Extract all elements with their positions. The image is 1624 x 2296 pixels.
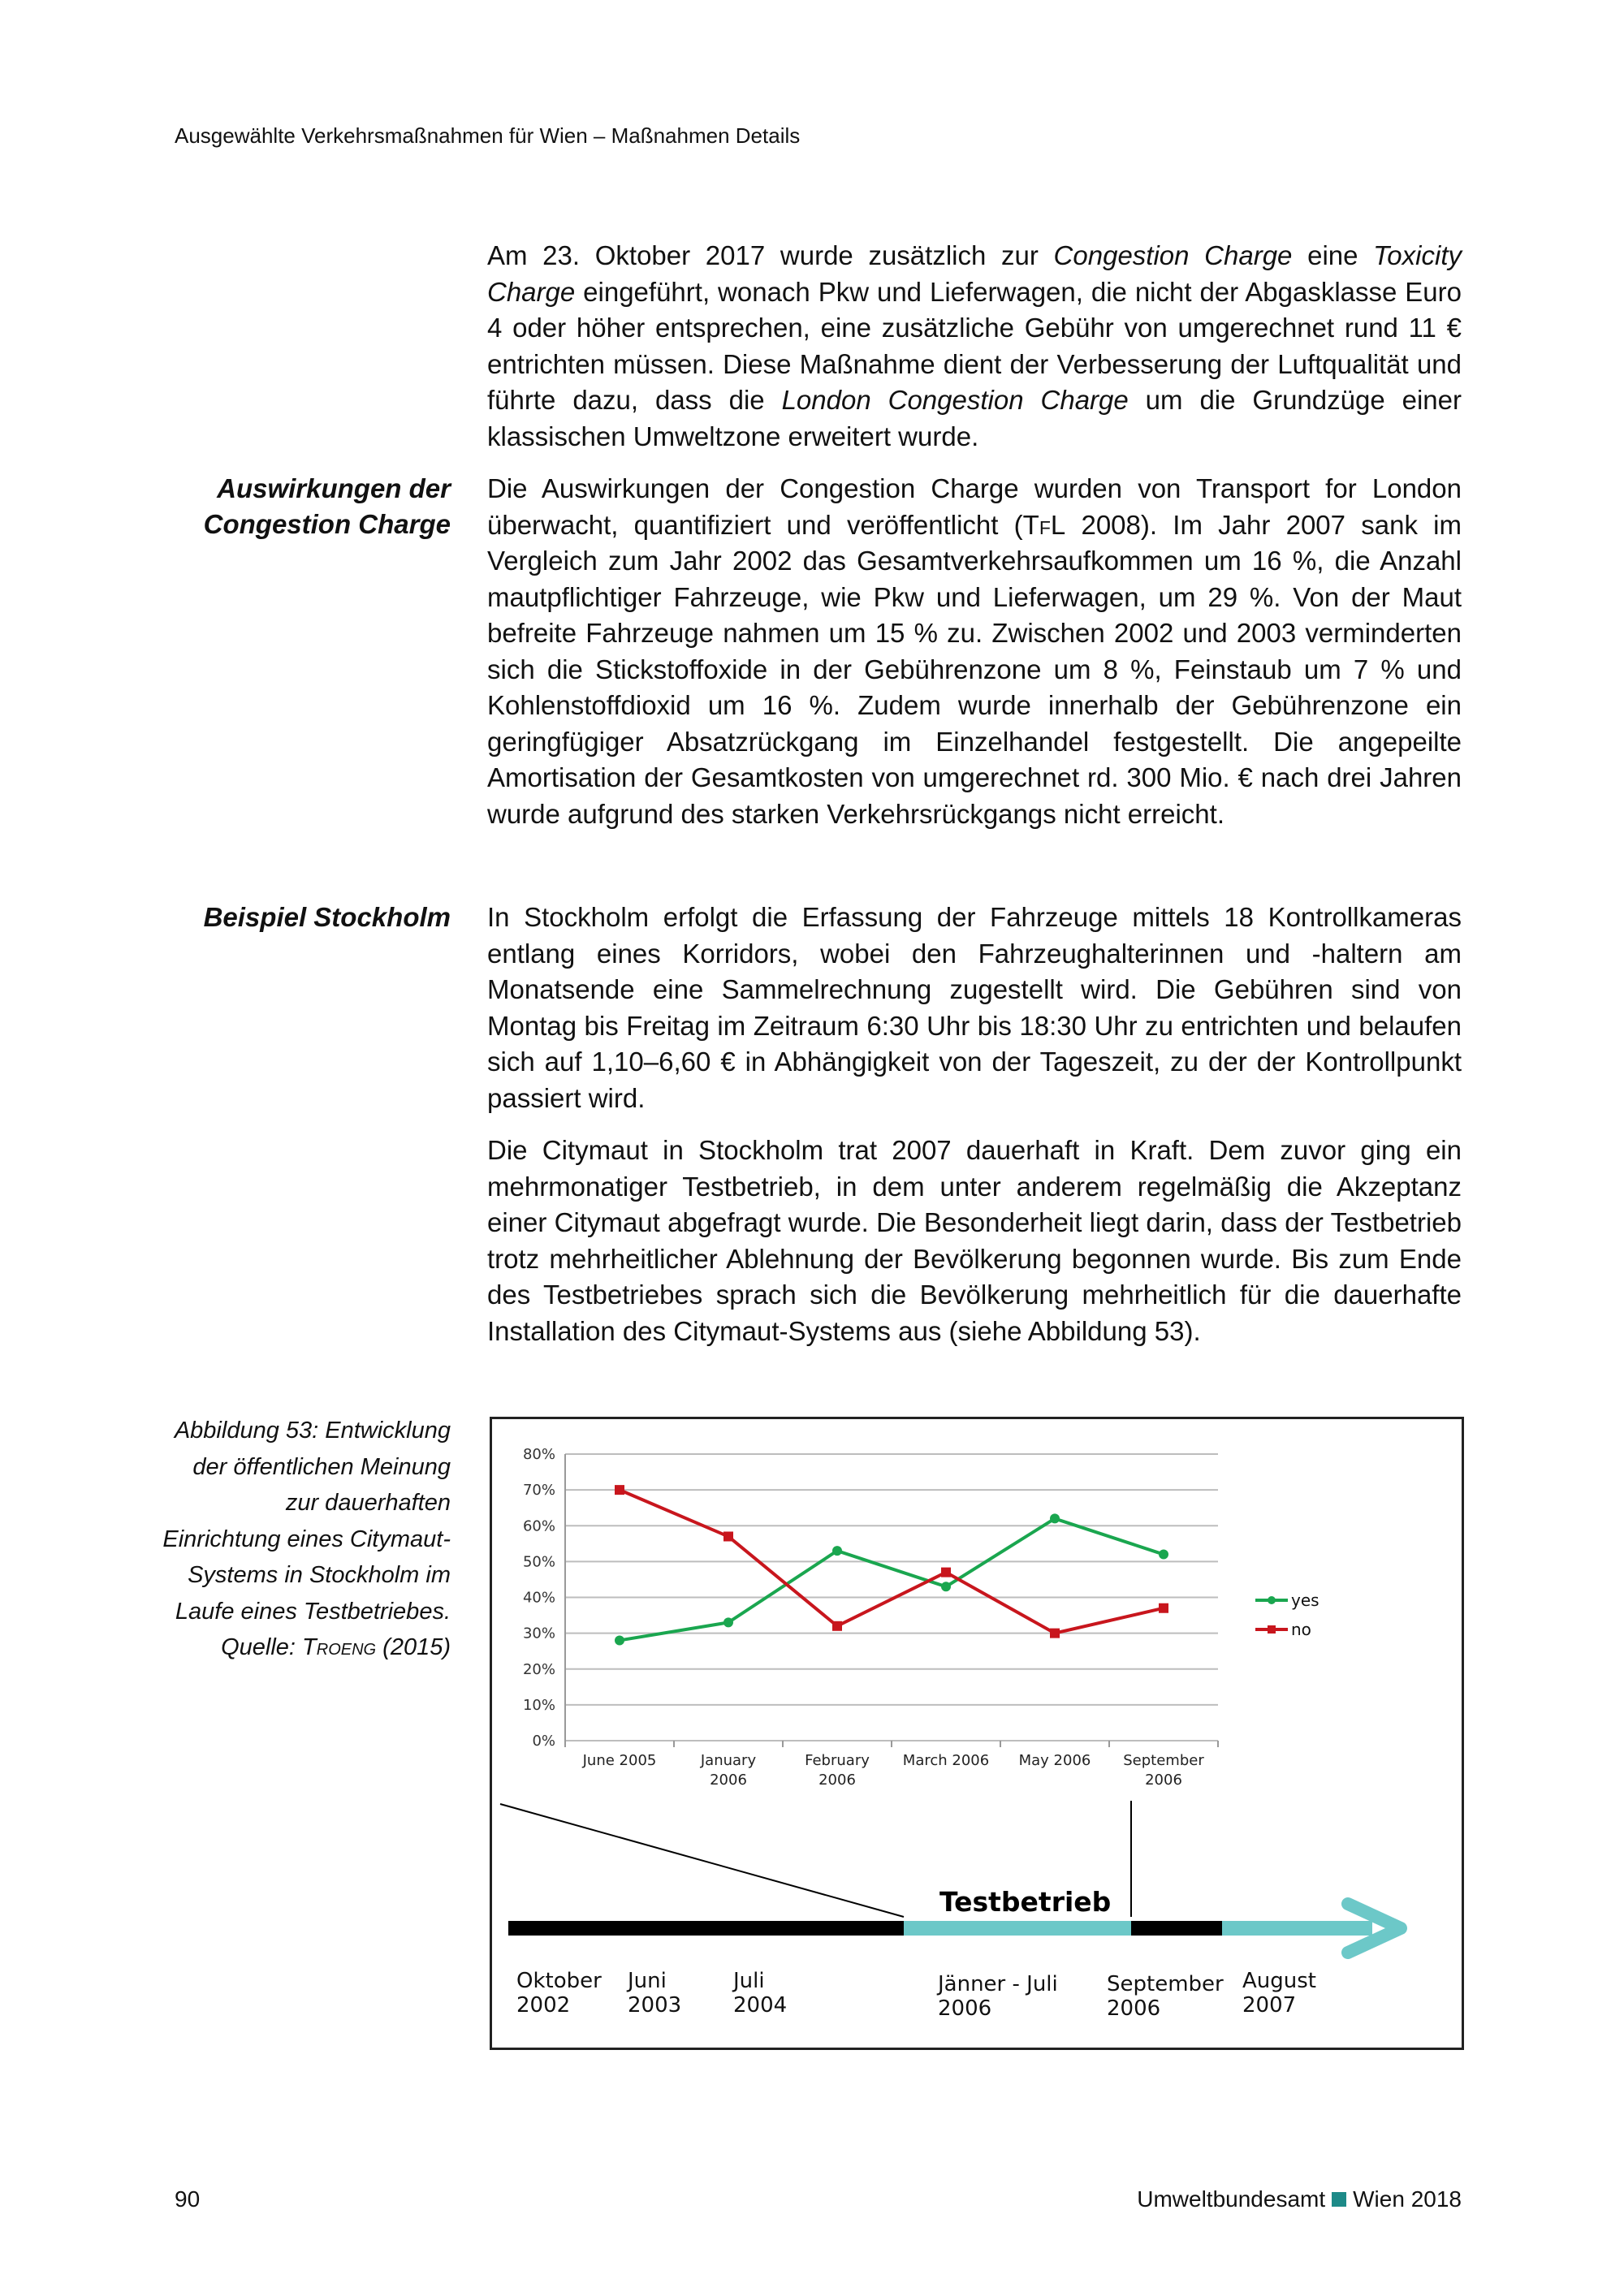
timeline-event-year: 2003 bbox=[628, 1993, 682, 2018]
timeline-event-year: 2004 bbox=[733, 1993, 788, 2018]
side-heading-stockholm: Beispiel Stockholm bbox=[203, 902, 451, 932]
x-tick-label: January bbox=[700, 1752, 757, 1769]
timeline-event-year: 2002 bbox=[516, 1993, 571, 2018]
timeline-event-year: 2006 bbox=[938, 1996, 992, 2021]
x-tick-label: 2006 bbox=[1145, 1772, 1182, 1789]
y-tick-label: 30% bbox=[522, 1625, 555, 1642]
data-point-yes bbox=[941, 1582, 951, 1591]
timeline-segment-testbetrieb bbox=[904, 1921, 1131, 1936]
timeline-event-label: Juni bbox=[628, 1969, 667, 1993]
side-heading-auswirkungen: Auswirkungen der Congestion Charge bbox=[203, 473, 451, 539]
y-tick-label: 0% bbox=[532, 1733, 555, 1750]
connector-line bbox=[500, 1804, 904, 1917]
data-point-yes bbox=[1050, 1513, 1060, 1523]
timeline-segment bbox=[508, 1921, 904, 1936]
legend-label-no: no bbox=[1291, 1620, 1311, 1639]
legend-marker-no bbox=[1268, 1625, 1276, 1634]
timeline-event-label: Oktober bbox=[516, 1969, 602, 1993]
y-tick-label: 20% bbox=[522, 1660, 555, 1678]
y-tick-label: 40% bbox=[522, 1589, 555, 1607]
data-point-yes bbox=[832, 1546, 842, 1556]
timeline-event-label: September bbox=[1107, 1972, 1224, 1996]
y-tick-label: 70% bbox=[522, 1482, 555, 1500]
timeline-segment bbox=[1131, 1921, 1222, 1936]
running-header: Ausgewählte Verkehrsmaßnahmen für Wien – Maßnahmen Details bbox=[175, 123, 801, 148]
x-tick-label: February bbox=[805, 1752, 870, 1769]
timeline-label: Testbetrieb bbox=[939, 1886, 1112, 1918]
timeline-event-year: 2007 bbox=[1242, 1993, 1297, 2018]
paragraph-stockholm-citymaut: Die Citymaut in Stockholm trat 2007 dauerhaft in Kraft. Dem zuvor ging ein mehrmonatiger Testbetrieb, in dem unter anderem regelmäßig die Akzeptanz einer Citymaut abgefragt wurde. Die Besonderheit liegt darin, dass der Testbetrieb trotz mehrheitlicher Ablehnung der Bevölkerung begonnen wurde. Bis zum Ende des Testbetriebes sprach sich die Bevölkerung mehrheitlich für die dauerhafte Installation des Citymaut-Systems aus (siehe Abbildung 53). bbox=[487, 1135, 1462, 1346]
page-number: 90 bbox=[175, 2186, 201, 2212]
timeline-event-label: Jänner - Juli bbox=[938, 1972, 1058, 1996]
timeline-segment bbox=[1222, 1921, 1372, 1936]
x-tick-label: March 2006 bbox=[902, 1752, 990, 1769]
data-point-yes bbox=[723, 1617, 733, 1627]
data-point-yes bbox=[1159, 1550, 1168, 1560]
data-point-no bbox=[1050, 1629, 1060, 1638]
data-point-yes bbox=[615, 1635, 624, 1645]
timeline-event-label: August bbox=[1242, 1969, 1316, 1993]
figure-caption: Abbildung 53: Entwicklung der öffentlichen Meinung zur dauerhaften Einrichtung eines Citymaut-Systems in Stockholm im Laufe eines Testbetriebes. Quelle: Troeng (2015) bbox=[162, 1418, 451, 1660]
x-tick-label: 2006 bbox=[710, 1772, 747, 1789]
x-tick-label: 2006 bbox=[818, 1772, 856, 1789]
data-point-no bbox=[832, 1621, 842, 1631]
footer-publisher: Umweltbundesamt Wien 2018 bbox=[1137, 2186, 1462, 2212]
data-point-no bbox=[1159, 1603, 1168, 1613]
data-point-no bbox=[941, 1568, 951, 1577]
figure-53 bbox=[490, 1417, 1464, 2050]
legend-label-yes: yes bbox=[1291, 1590, 1320, 1610]
x-tick-label: September bbox=[1123, 1752, 1204, 1769]
data-point-no bbox=[615, 1485, 624, 1495]
accent-square-icon bbox=[1332, 2192, 1346, 2207]
paragraph-stockholm-system: In Stockholm erfolgt die Erfassung der Fahrzeuge mittels 18 Kontrollkameras entlang eines Korridors, wobei den Fahrzeughalterinnen und -haltern am Monatsende eine Sammelrechnung zugestellt wird. Die Gebühren sind von Montag bis Freitag im Zeitraum 6:30 Uhr bis 18:30 Uhr zu entrichten und belaufen sich auf 1,10–6,60 € in Abhängigkeit von der Tageszeit, zu der der Kontrollpunkt passiert wird. bbox=[487, 902, 1462, 1113]
y-tick-label: 80% bbox=[522, 1446, 555, 1463]
series-line-yes bbox=[620, 1518, 1164, 1640]
y-tick-label: 60% bbox=[522, 1517, 555, 1535]
paragraph-auswirkungen: Die Auswirkungen der Congestion Charge wurden von Transport for London überwacht, quantifiziert und veröffentlicht (TfL 2008). Im Jahr 2007 sank im Vergleich zum Jahr 2002 das Gesamtverkehrsaufkommen um 16 %, die Anzahl mautpflichtiger Fahrzeuge, wie Pkw und Lieferwagen, um 29 %. Von der Maut befreite Fahrzeuge nahmen um 15 % zu. Zwischen 2002 und 2003 verminderten sich die Stickstoffoxide in der Gebührenzone um 8 %, Feinstaub um 7 % und Kohlenstoffdioxid um 16 %. Zudem wurde innerhalb der Gebührenzone ein geringfügiger Absatzrückgang im Einzelhandel festgestellt. Die angepeilte Amortisation der Gesamtkosten von umgerechnet rd. 300 Mio. € nach drei Jahren wurde aufgrund des starken Verkehrsrückgangs nicht erreicht. bbox=[487, 473, 1462, 829]
data-point-no bbox=[723, 1531, 733, 1541]
chart-svg bbox=[492, 1419, 1462, 2048]
y-tick-label: 10% bbox=[522, 1696, 555, 1714]
timeline-event-label: Juli bbox=[733, 1969, 765, 1993]
y-tick-label: 50% bbox=[522, 1553, 555, 1571]
timeline-event-year: 2006 bbox=[1107, 1996, 1161, 2021]
paragraph-toxicity-charge: Am 23. Oktober 2017 wurde zusätzlich zur Congestion Charge eine Toxicity Charge eingeführt, wonach Pkw und Lieferwagen, die nicht der Abgasklasse Euro 4 oder höher entsprechen, eine zusätzliche Gebühr von umgerechnet rund 11 € entrichten müssen. Diese Maßnahme dient der Verbesserung der Luftqualität und führte dazu, dass die London Congestion Charge um die Grundzüge einer klassischen Umweltzone erweitert wurde. bbox=[487, 240, 1462, 451]
x-tick-label: June 2005 bbox=[582, 1752, 657, 1769]
x-tick-label: May 2006 bbox=[1018, 1752, 1091, 1769]
legend-marker-yes bbox=[1268, 1596, 1276, 1604]
